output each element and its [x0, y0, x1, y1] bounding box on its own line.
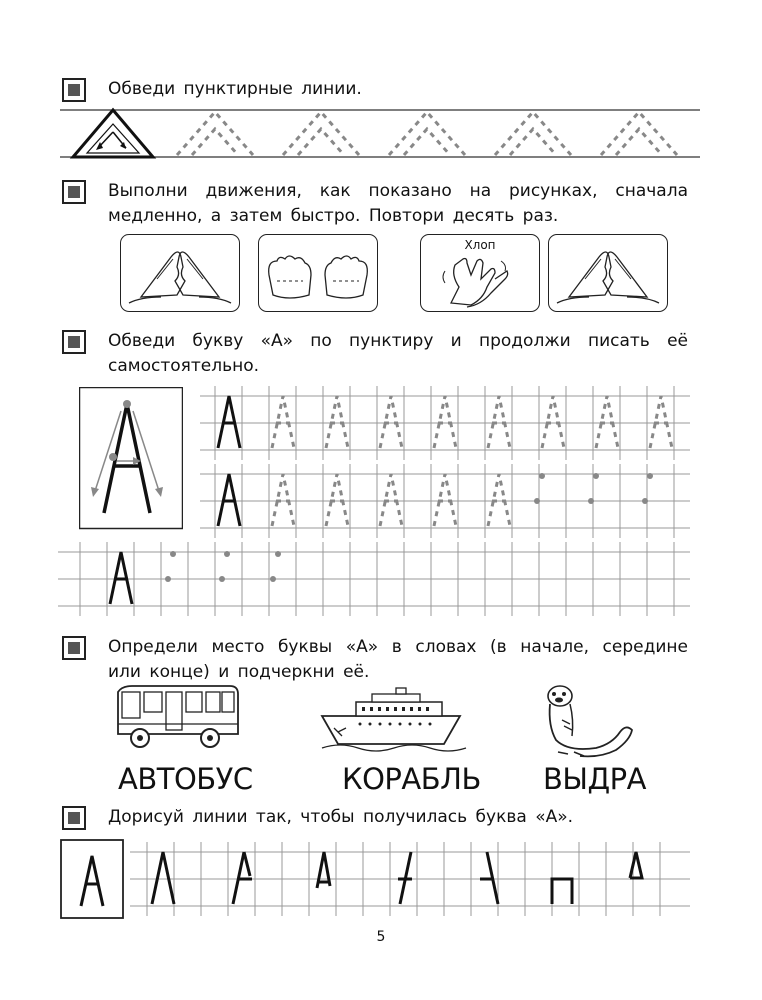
task-bullet: [62, 636, 86, 660]
word-ship: КОРАБЛЬ: [342, 762, 481, 796]
starting-dots-row-3: [165, 551, 281, 582]
clap-label: Хлоп: [464, 238, 496, 252]
dashed-letters-a-row-2[interactable]: [272, 474, 510, 526]
sample-letter-a: [218, 474, 240, 526]
task-bullet: [62, 806, 86, 830]
sample-letter-a: [110, 552, 132, 604]
gesture-panel-4: [548, 234, 668, 312]
triangles-tracing-area: [40, 102, 730, 164]
triangle-hands-icon: [549, 235, 667, 311]
task-bullet: [62, 330, 86, 354]
gesture-panel-2: [258, 234, 378, 312]
bus-icon: [112, 684, 242, 756]
fists-icon: [259, 235, 377, 311]
gesture-panel-1: [120, 234, 240, 312]
clapping-hands-icon: [421, 235, 539, 311]
task-bullet: [62, 78, 86, 102]
word-otter: ВЫДРА: [543, 762, 646, 796]
otter-icon: [540, 680, 640, 764]
word-bus: АВТОБУС: [118, 762, 253, 796]
ship-icon: [320, 686, 470, 752]
task-3-text: Обведи букву «А» по пунктиру и продолжи писать её самостоятельно.: [108, 331, 688, 376]
dashed-triangles[interactable]: [177, 112, 677, 155]
letter-a-completion-grid[interactable]: [0, 836, 762, 924]
partial-letters: [152, 852, 642, 904]
page-number: 5: [376, 929, 386, 945]
sample-triangle: [73, 110, 153, 157]
letter-a-writing-grid[interactable]: [0, 380, 762, 620]
task-5-text: Дорисуй линии так, чтобы получилась буква «А».: [108, 807, 574, 827]
task-bullet: [62, 180, 86, 204]
task-1-text: Обведи пунктирные линии.: [108, 79, 362, 99]
triangle-hands-icon: [121, 235, 239, 311]
task-2-text: Выполни движения, как показано на рисунках, сначала медленно, а затем быстро. Повтори десять раз.: [108, 181, 688, 226]
task-4-text: Определи место буквы «А» в словах (в начале, середине или конце) и подчеркни её.: [108, 637, 688, 682]
dashed-letters-a-row-1[interactable]: [272, 396, 672, 448]
gesture-panel-3: [420, 234, 540, 312]
sample-letter-a: [218, 396, 240, 448]
